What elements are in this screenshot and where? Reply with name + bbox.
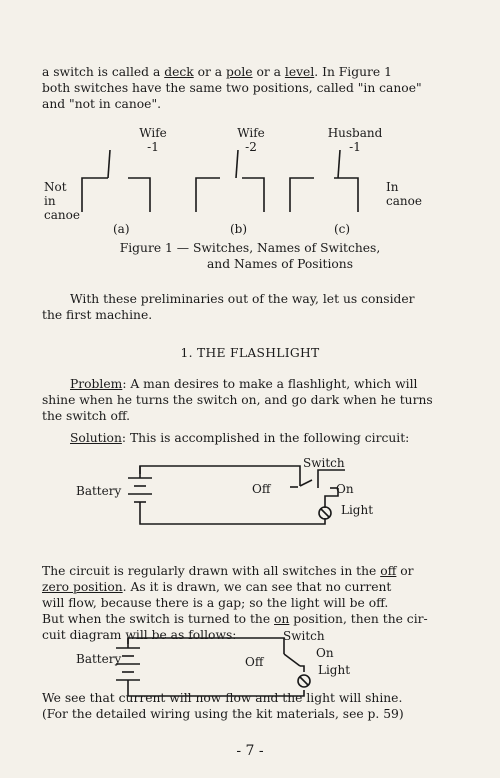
circuit1-on-label: On <box>336 482 354 496</box>
term-pole: pole <box>226 65 253 79</box>
para2-line-5: cuit diagram will be as follows: <box>42 628 237 642</box>
switch-b-num: -2 <box>245 140 257 154</box>
circuit2-switch-label: Switch <box>283 629 325 643</box>
label-c: (c) <box>334 222 351 236</box>
switch-c-diagram <box>290 150 358 212</box>
para2-text: . As it is drawn, we can see that no current <box>122 580 392 594</box>
section-heading: 1. THE FLASHLIGHT <box>180 346 320 360</box>
para2-text: The circuit is regularly drawn with all switches in the <box>42 564 381 578</box>
circuit1-battery-label: Battery <box>76 484 122 498</box>
intro-line-3: and "not in canoe". <box>42 97 162 111</box>
intro-text: or a <box>193 65 227 79</box>
label-a: (a) <box>113 222 130 236</box>
switch-b-diagram <box>196 150 264 212</box>
circuit1-diagram <box>128 466 345 524</box>
problem-line-2: shine when he turns the switch on, and go dark when he turns <box>42 393 433 407</box>
circuit1-switch-label: Switch <box>303 456 345 470</box>
label-b: (b) <box>230 222 248 236</box>
problem-line-3: the switch off. <box>42 409 131 423</box>
problem-label: Problem <box>70 377 123 391</box>
label-canoe: canoe <box>44 208 80 222</box>
para3-line-1: We see that current will now flow and the light will shine. <box>42 691 403 705</box>
term-zero-position: zero position <box>42 580 123 594</box>
intro-text: or a <box>252 65 285 79</box>
label-canoe-right: canoe <box>386 194 422 208</box>
para2-text: or <box>396 564 414 578</box>
term-off: off <box>380 564 397 578</box>
term-deck: deck <box>164 65 194 79</box>
para2-text: position, then the cir- <box>289 612 428 626</box>
switch-c-num: -1 <box>349 140 361 154</box>
label-in-right: In <box>386 180 399 194</box>
switch-a-name: Wife <box>139 126 167 140</box>
problem-text: : A man desires to make a flashlight, which will <box>122 377 418 391</box>
para1-line-1: With these preliminaries out of the way, let us consider <box>70 292 415 306</box>
switch-c-name: Husband <box>327 126 383 140</box>
label-not: Not <box>44 180 67 194</box>
solution-text: : This is accomplished in the following circuit: <box>121 431 410 445</box>
circuit2-off-label: Off <box>245 655 264 669</box>
label-in: in <box>44 194 56 208</box>
para3-line-2: (For the detailed wiring using the kit materials, see p. 59) <box>42 707 404 721</box>
page-number: - 7 - <box>236 743 264 759</box>
figure-caption-1: Figure 1 — Switches, Names of Switches, <box>119 241 381 255</box>
circuit1-off-label: Off <box>252 482 271 496</box>
circuit1-light-label: Light <box>341 503 374 517</box>
para1-line-2: the first machine. <box>42 308 153 322</box>
switch-a-num: -1 <box>147 140 159 154</box>
intro-text: . In Figure 1 <box>314 65 392 79</box>
circuit2-diagram <box>116 638 310 696</box>
figure-caption-2: and Names of Positions <box>206 257 354 271</box>
term-on: on <box>274 612 290 626</box>
intro-text: a switch is called a <box>42 65 165 79</box>
intro-line-2: both switches have the same two positions, called "in canoe" <box>42 81 422 95</box>
circuit2-battery-label: Battery <box>76 652 122 666</box>
switch-b-name: Wife <box>237 126 265 140</box>
circuit2-on-label: On <box>316 646 334 660</box>
circuit2-light-label: Light <box>318 663 351 677</box>
para2-text: But when the switch is turned to the <box>42 612 275 626</box>
para2-line-3: will flow, because there is a gap; so the light will be off. <box>42 596 389 610</box>
solution-label: Solution <box>70 431 122 445</box>
switch-a-diagram <box>82 150 150 212</box>
term-level: level <box>284 65 315 79</box>
